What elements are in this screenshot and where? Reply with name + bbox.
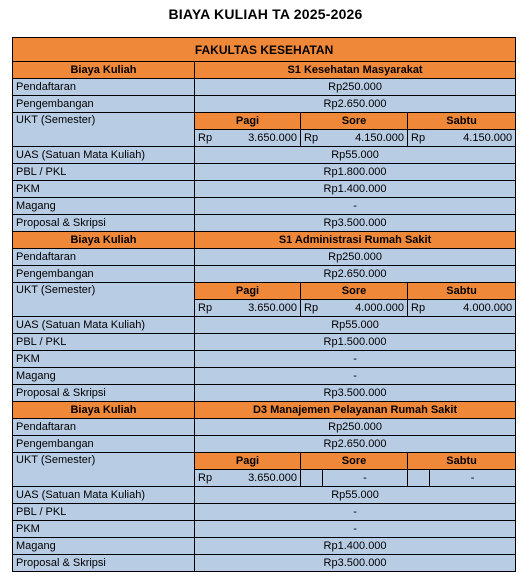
proposal-label: Proposal & Skripsi [13,385,195,402]
row-pbl [13,334,516,351]
ukt-pagi-header: Pagi [195,453,301,470]
ukt-label: UKT (Semester) [13,283,195,317]
ukt-sore-header: Sore [301,283,408,300]
row-proposal [13,385,516,402]
row-magang [13,198,516,215]
row-pkm [13,181,516,198]
magang-value: Rp1.400.000 [195,538,516,555]
magang-label: Magang [13,368,195,385]
pkm-value: - [195,351,516,368]
ukt-sore-header: Sore [301,453,408,470]
pbl-label: PBL / PKL [13,164,195,181]
row-ukt-header [13,453,516,470]
pkm-label: PKM [13,521,195,538]
ukt-label: UKT (Semester) [13,113,195,147]
row-proposal [13,555,516,572]
ukt-sabtu-amount: - [430,470,516,487]
ukt-sabtu-amount: 4.150.000 [430,130,516,147]
row-pengembangan [13,96,516,113]
row-magang [13,538,516,555]
pendaftaran-label: Pendaftaran [13,79,195,96]
row-uas [13,317,516,334]
pkm-label: PKM [13,181,195,198]
ukt-pagi-amount: 3.650.000 [217,130,301,147]
biaya-kuliah-header: Biaya Kuliah [13,402,195,419]
row-pendaftaran [13,79,516,96]
pkm-label: PKM [13,351,195,368]
pbl-label: PBL / PKL [13,334,195,351]
program-name: S1 Kesehatan Masyarakat [195,62,516,79]
row-pkm [13,521,516,538]
uas-value: Rp55.000 [195,317,516,334]
ukt-sore-rp [301,470,323,487]
program-name: S1 Administrasi Rumah Sakit [195,232,516,249]
ukt-sore-amount: 4.000.000 [323,300,408,317]
uas-value: Rp55.000 [195,147,516,164]
proposal-value: Rp3.500.000 [195,215,516,232]
row-ukt-header [13,113,516,130]
pbl-value: Rp1.800.000 [195,164,516,181]
faculty-title: FAKULTAS KESEHATAN [13,38,516,62]
uas-value: Rp55.000 [195,487,516,504]
row-proposal [13,215,516,232]
program-header-row [13,232,516,249]
ukt-sabtu-header: Sabtu [408,113,516,130]
pengembangan-label: Pengembangan [13,96,195,113]
pendaftaran-label: Pendaftaran [13,419,195,436]
row-pengembangan [13,436,516,453]
row-pbl [13,504,516,521]
ukt-sore-amount: 4.150.000 [323,130,408,147]
proposal-label: Proposal & Skripsi [13,215,195,232]
program-header-row [13,402,516,419]
row-ukt-header [13,283,516,300]
pendaftaran-value: Rp250.000 [195,419,516,436]
ukt-sore-header: Sore [301,113,408,130]
magang-label: Magang [13,538,195,555]
proposal-label: Proposal & Skripsi [13,555,195,572]
magang-value: - [195,368,516,385]
row-pkm [13,351,516,368]
ukt-sabtu-header: Sabtu [408,283,516,300]
pbl-value: Rp1.500.000 [195,334,516,351]
biaya-kuliah-header: Biaya Kuliah [13,232,195,249]
row-uas [13,147,516,164]
magang-label: Magang [13,198,195,215]
ukt-sabtu-header: Sabtu [408,453,516,470]
ukt-pagi-rp: Rp [195,300,217,317]
ukt-sabtu-amount: 4.000.000 [430,300,516,317]
ukt-sore-rp: Rp [301,300,323,317]
pkm-value: - [195,521,516,538]
ukt-pagi-rp: Rp [195,130,217,147]
ukt-pagi-amount: 3.650.000 [217,300,301,317]
pendaftaran-label: Pendaftaran [13,249,195,266]
uas-label: UAS (Satuan Mata Kuliah) [13,147,195,164]
row-uas [13,487,516,504]
uas-label: UAS (Satuan Mata Kuliah) [13,317,195,334]
program-name: D3 Manajemen Pelayanan Rumah Sakit [195,402,516,419]
ukt-pagi-amount: 3.650.000 [217,470,301,487]
faculty-row [13,38,516,62]
pendaftaran-value: Rp250.000 [195,79,516,96]
pbl-value: - [195,504,516,521]
row-pendaftaran [13,249,516,266]
biaya-kuliah-header: Biaya Kuliah [13,62,195,79]
fee-table [12,37,516,572]
pengembangan-label: Pengembangan [13,436,195,453]
program-header-row [13,62,516,79]
ukt-sore-amount: - [323,470,408,487]
ukt-sore-rp: Rp [301,130,323,147]
ukt-sabtu-rp [408,470,430,487]
proposal-value: Rp3.500.000 [195,385,516,402]
row-pbl [13,164,516,181]
ukt-pagi-header: Pagi [195,283,301,300]
pengembangan-value: Rp2.650.000 [195,266,516,283]
row-pengembangan [13,266,516,283]
ukt-pagi-rp: Rp [195,470,217,487]
ukt-label: UKT (Semester) [13,453,195,487]
pengembangan-value: Rp2.650.000 [195,436,516,453]
ukt-sabtu-rp: Rp [408,300,430,317]
pbl-label: PBL / PKL [13,504,195,521]
ukt-sabtu-rp: Rp [408,130,430,147]
pengembangan-label: Pengembangan [13,266,195,283]
pendaftaran-value: Rp250.000 [195,249,516,266]
pengembangan-value: Rp2.650.000 [195,96,516,113]
row-pendaftaran [13,419,516,436]
page-title: BIAYA KULIAH TA 2025-2026 [168,6,363,22]
proposal-value: Rp3.500.000 [195,555,516,572]
pkm-value: Rp1.400.000 [195,181,516,198]
ukt-pagi-header: Pagi [195,113,301,130]
row-magang [13,368,516,385]
uas-label: UAS (Satuan Mata Kuliah) [13,487,195,504]
magang-value: - [195,198,516,215]
